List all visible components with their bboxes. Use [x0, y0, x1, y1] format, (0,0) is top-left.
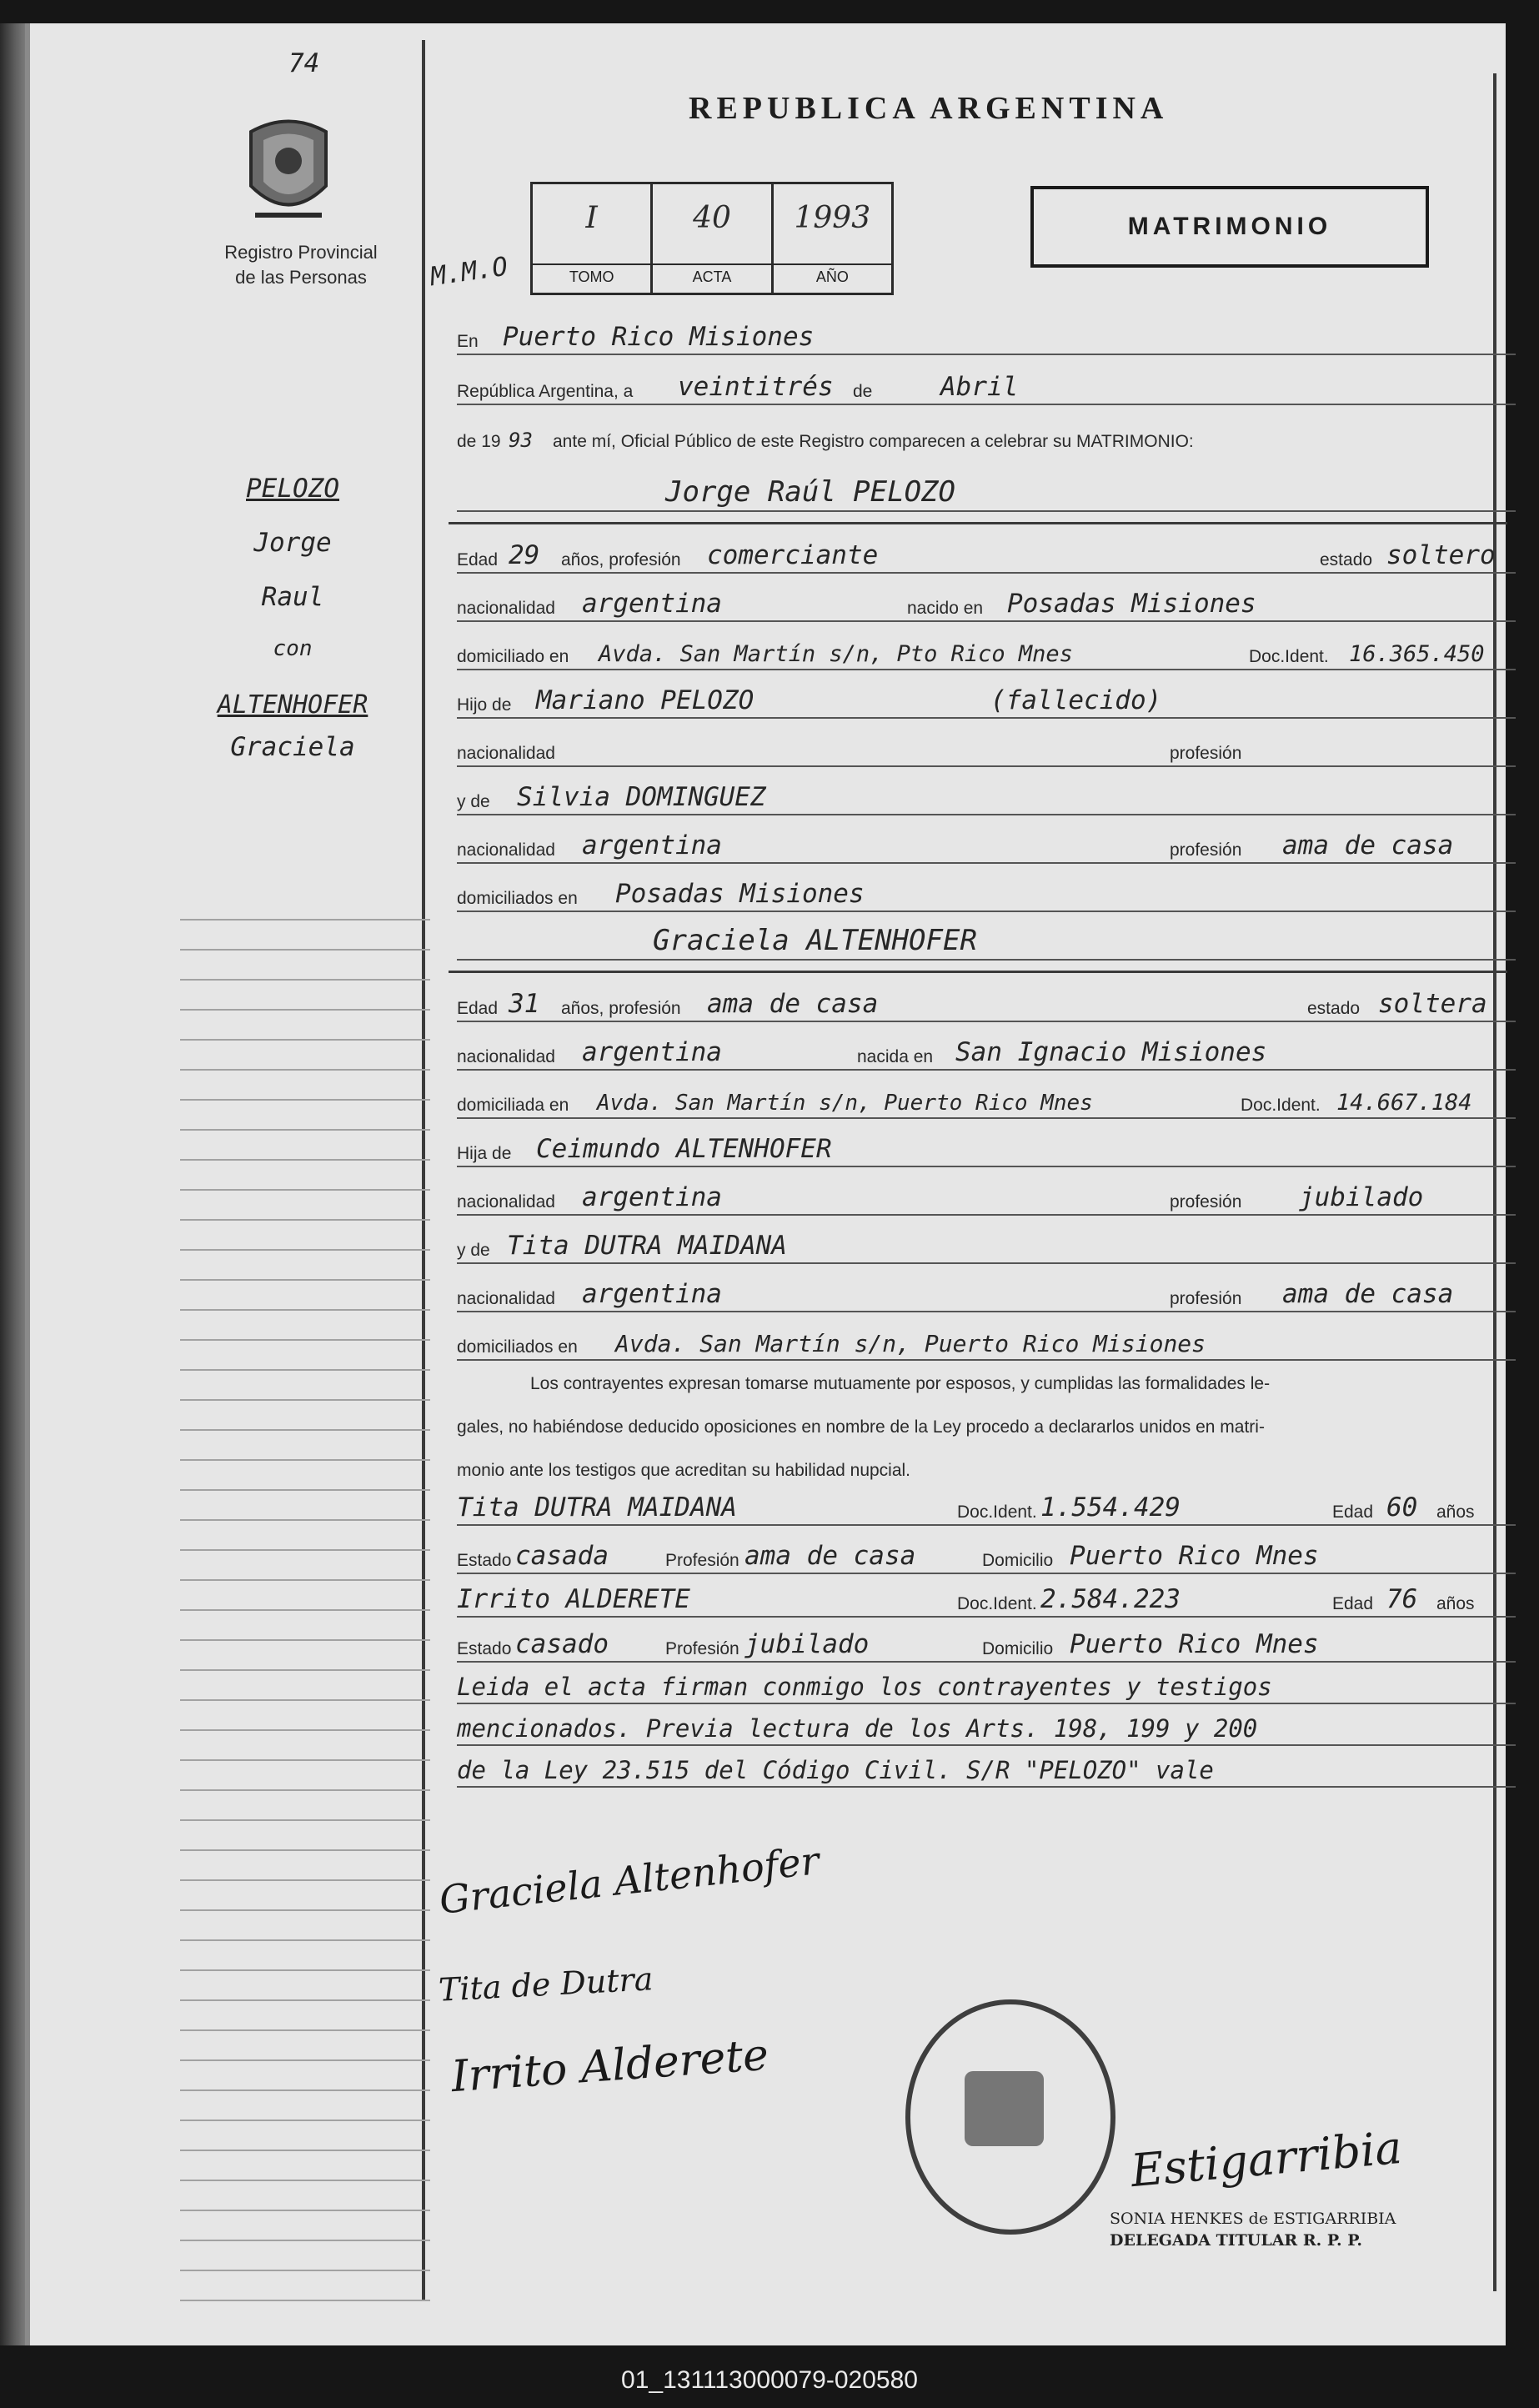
bride-parents-address-line	[457, 1319, 1516, 1367]
label-de: de	[853, 382, 873, 401]
groom-mother: Silvia DOMINGUEZ	[517, 782, 766, 812]
groom-age: 29	[509, 540, 540, 570]
bride-mother-line	[457, 1222, 1516, 1271]
witness-1-name: Tita DUTRA MAIDANA	[457, 1492, 737, 1523]
groom-parents-address-line	[457, 870, 1516, 919]
closing-text-3: de la Ley 23.515 del Código Civil. S/R "PELOZO" vale	[457, 1756, 1214, 1784]
year-value: 93	[509, 429, 533, 452]
bride-mother-nationality: argentina	[582, 1279, 722, 1309]
tomo-cell	[533, 184, 653, 293]
label-republica: República Argentina, a	[457, 382, 634, 401]
label-anos-profesion: años, profesión	[561, 999, 681, 1018]
closing-text-1: Leida el acta firman conmigo los contrayentes y testigos	[457, 1673, 1272, 1701]
groom-father-nationality-line	[457, 725, 1516, 774]
signature-witness-1: Tita de Dutra	[438, 1960, 654, 2009]
label-domiciliado-en: domiciliado en	[457, 647, 569, 666]
witness-2-profession: jubilado	[744, 1629, 870, 1659]
groom-name: Jorge Raúl PELOZO	[665, 475, 955, 509]
label-domiciliados-en: domiciliados en	[457, 889, 578, 908]
label-profesion: profesión	[1170, 840, 1242, 860]
label-anos: años	[1436, 1502, 1475, 1522]
label-anos-profesion: años, profesión	[561, 550, 681, 569]
bride-father-nationality: argentina	[582, 1182, 722, 1212]
closing-text-2: mencionados. Previa lectura de los Arts. 198, 199 y 200	[457, 1714, 1258, 1743]
witness-1-line	[457, 1484, 1516, 1533]
bride-doc: 14.667.184	[1336, 1090, 1472, 1116]
officer-title: DELEGADA TITULAR R. P. P.	[1110, 2231, 1362, 2250]
label-year-prefix: de 19	[457, 432, 501, 451]
bride-father: Ceimundo ALTENHOFER	[536, 1134, 832, 1164]
closing-line	[457, 1746, 1516, 1794]
label-profesion: Profesión	[665, 1639, 739, 1658]
groom-doc: 16.365.450	[1349, 641, 1485, 667]
label-domiciliados-en: domiciliados en	[457, 1337, 578, 1357]
margin-note: Jorge	[253, 528, 332, 558]
label-doc-ident: Doc.Ident.	[1249, 647, 1329, 666]
margin-note: Graciela	[230, 732, 355, 762]
label-nacionalidad: nacionalidad	[457, 1289, 555, 1308]
bride-name-line	[457, 919, 1516, 967]
bride-nationality-line	[457, 1029, 1516, 1077]
label-domicilio: Domicilio	[982, 1639, 1054, 1658]
document-page	[25, 23, 1506, 2345]
label-profesion: profesión	[1170, 1192, 1242, 1212]
bride-name: Graciela ALTENHOFER	[653, 924, 977, 957]
section-separator	[449, 522, 1507, 524]
groom-mother-nationality: argentina	[582, 830, 722, 860]
ante-text: ante mí, Oficial Público de este Registro comparecen a celebrar su MATRIMONIO:	[553, 432, 1194, 451]
declaration-line: gales, no habiéndose deducido oposiciones en nombre de la Ley procedo a declararlos unidos en matri-	[457, 1417, 1265, 1437]
margin-note: con	[273, 636, 313, 661]
witness-2-name: Irrito ALDERETE	[457, 1584, 690, 1614]
officer-name: SONIA HENKES de ESTIGARRIBIA	[1110, 2210, 1396, 2228]
groom-father-note: (fallecido)	[990, 685, 1162, 715]
groom-father: Mariano PELOZO	[536, 685, 754, 715]
intro-place-line	[457, 314, 1516, 362]
witness-2-status: casado	[515, 1629, 609, 1659]
label-domicilio: Domicilio	[982, 1551, 1054, 1570]
witness-2-age: 76	[1386, 1584, 1418, 1614]
provincial-crest-icon	[238, 107, 338, 232]
label-doc-ident: Doc.Ident.	[957, 1502, 1037, 1522]
margin-note: PELOZO	[246, 474, 339, 504]
label-y-de: y de	[457, 792, 490, 811]
label-nacido-en: nacido en	[907, 599, 984, 618]
acta-value: 40	[693, 201, 731, 235]
groom-mother-profession: ama de casa	[1282, 830, 1454, 860]
label-doc-ident: Doc.Ident.	[1241, 1096, 1321, 1115]
label-doc-ident: Doc.Ident.	[957, 1594, 1037, 1613]
file-reference: 01_131113000079-020580	[621, 2366, 918, 2394]
bride-father-profession: jubilado	[1299, 1182, 1424, 1212]
bride-father-nationality-line	[457, 1174, 1516, 1222]
witness-1-address: Puerto Rico Mnes	[1070, 1541, 1319, 1571]
label-estado: Estado	[457, 1551, 512, 1570]
act-type-box: MATRIMONIO	[1030, 186, 1429, 268]
label-y-de: y de	[457, 1241, 490, 1260]
day-value: veintitrés	[678, 372, 834, 402]
tomo-value: I	[585, 201, 598, 235]
label-edad: Edad	[457, 550, 499, 569]
witness-1-status: casada	[515, 1541, 609, 1571]
groom-age-line	[457, 532, 1516, 580]
declaration-line: monio ante los testigos que acreditan su habilidad nupcial.	[457, 1461, 911, 1480]
witness-1-profession: ama de casa	[744, 1541, 916, 1571]
groom-profession: comerciante	[707, 540, 879, 570]
groom-address: Avda. San Martín s/n, Pto Rico Mnes	[599, 641, 1073, 667]
register-box	[530, 182, 894, 295]
groom-nationality: argentina	[582, 589, 722, 619]
groom-name-line	[457, 470, 1516, 519]
label-estado: estado	[1307, 999, 1361, 1018]
label-profesion: profesión	[1170, 744, 1242, 763]
margin-ruled-lines	[180, 890, 430, 2325]
intro-date-line	[457, 364, 1516, 412]
registry-line-2: de las Personas	[235, 267, 367, 288]
month-value: Abril	[940, 372, 1019, 402]
witness-1-details-line	[457, 1533, 1516, 1581]
label-nacionalidad: nacionalidad	[457, 599, 555, 618]
bride-profession: ama de casa	[707, 989, 879, 1019]
groom-mother-line	[457, 774, 1516, 822]
label-profesion: Profesión	[665, 1551, 739, 1570]
witness-2-doc: 2.584.223	[1040, 1584, 1181, 1614]
officer-block	[1110, 2208, 1396, 2251]
section-separator	[449, 971, 1507, 973]
label-en: En	[457, 332, 479, 351]
country-title: REPUBLICA ARGENTINA	[689, 91, 1169, 126]
mmo-label: M.M.O	[428, 251, 510, 293]
label-edad: Edad	[1332, 1594, 1374, 1613]
registry-name	[188, 240, 414, 290]
label-estado: Estado	[457, 1639, 512, 1658]
label-nacionalidad: nacionalidad	[457, 1192, 555, 1212]
witness-2-address: Puerto Rico Mnes	[1070, 1629, 1319, 1659]
label-hijo-de: Hijo de	[457, 695, 512, 715]
label-hija-de: Hija de	[457, 1144, 512, 1163]
groom-nationality-line	[457, 580, 1516, 629]
label-nacionalidad: nacionalidad	[457, 744, 555, 763]
tomo-label: TOMO	[533, 263, 650, 286]
intro-year-line	[457, 414, 1516, 462]
label-domiciliada-en: domiciliada en	[457, 1096, 569, 1115]
bride-age: 31	[509, 989, 540, 1019]
declaration-line: Los contrayentes expresan tomarse mutuamente por esposos, y cumplidas las formalidades le-	[530, 1374, 1271, 1393]
book-binding	[0, 23, 25, 2345]
anio-value: 1993	[794, 201, 871, 235]
label-nacionalidad: nacionalidad	[457, 1047, 555, 1066]
bride-address: Avda. San Martín s/n, Puerto Rico Mnes	[597, 1091, 1093, 1116]
label-estado: estado	[1320, 550, 1373, 569]
place-value: Puerto Rico Misiones	[503, 322, 815, 352]
groom-birthplace: Posadas Misiones	[1007, 589, 1256, 619]
bride-parents-address: Avda. San Martín s/n, Puerto Rico Misiones	[615, 1330, 1206, 1357]
groom-civil-status: soltero	[1386, 540, 1496, 570]
label-profesion: profesión	[1170, 1289, 1242, 1308]
folio-number: 74	[288, 48, 320, 78]
anio-cell	[774, 184, 891, 293]
bride-birthplace: San Ignacio Misiones	[955, 1037, 1267, 1067]
witness-1-doc: 1.554.429	[1040, 1492, 1181, 1523]
label-nacida-en: nacida en	[857, 1047, 934, 1066]
acta-label: ACTA	[653, 263, 770, 286]
bride-mother-profession: ama de casa	[1282, 1279, 1454, 1309]
bride-mother: Tita DUTRA MAIDANA	[507, 1231, 787, 1261]
official-seal	[905, 1999, 1115, 2235]
signature-witness-2: Irrito Alderete	[449, 2029, 770, 2103]
label-edad: Edad	[457, 999, 499, 1018]
bride-mother-nationality-line	[457, 1271, 1516, 1319]
signature-bride: Graciela Altenhofer	[437, 1838, 822, 1923]
witness-1-age: 60	[1386, 1492, 1418, 1523]
label-anos: años	[1436, 1594, 1475, 1613]
groom-mother-nationality-line	[457, 822, 1516, 870]
label-edad: Edad	[1332, 1502, 1374, 1522]
acta-cell	[653, 184, 773, 293]
label-nacionalidad: nacionalidad	[457, 840, 555, 860]
bride-age-line	[457, 981, 1516, 1029]
bride-civil-status: soltera	[1378, 989, 1487, 1019]
signature-officer: Estigarribia	[1128, 2120, 1404, 2198]
groom-father-line	[457, 677, 1516, 725]
margin-note: ALTENHOFER	[217, 690, 368, 720]
bride-address-line	[457, 1077, 1516, 1126]
witness-2-line	[457, 1576, 1516, 1624]
bride-nationality: argentina	[582, 1037, 722, 1067]
groom-address-line	[457, 629, 1516, 677]
margin-note: Raul	[261, 582, 324, 612]
groom-parents-address: Posadas Misiones	[615, 879, 865, 909]
registry-line-1: Registro Provincial	[224, 242, 378, 263]
anio-label: AÑO	[774, 263, 891, 286]
bride-father-line	[457, 1126, 1516, 1174]
